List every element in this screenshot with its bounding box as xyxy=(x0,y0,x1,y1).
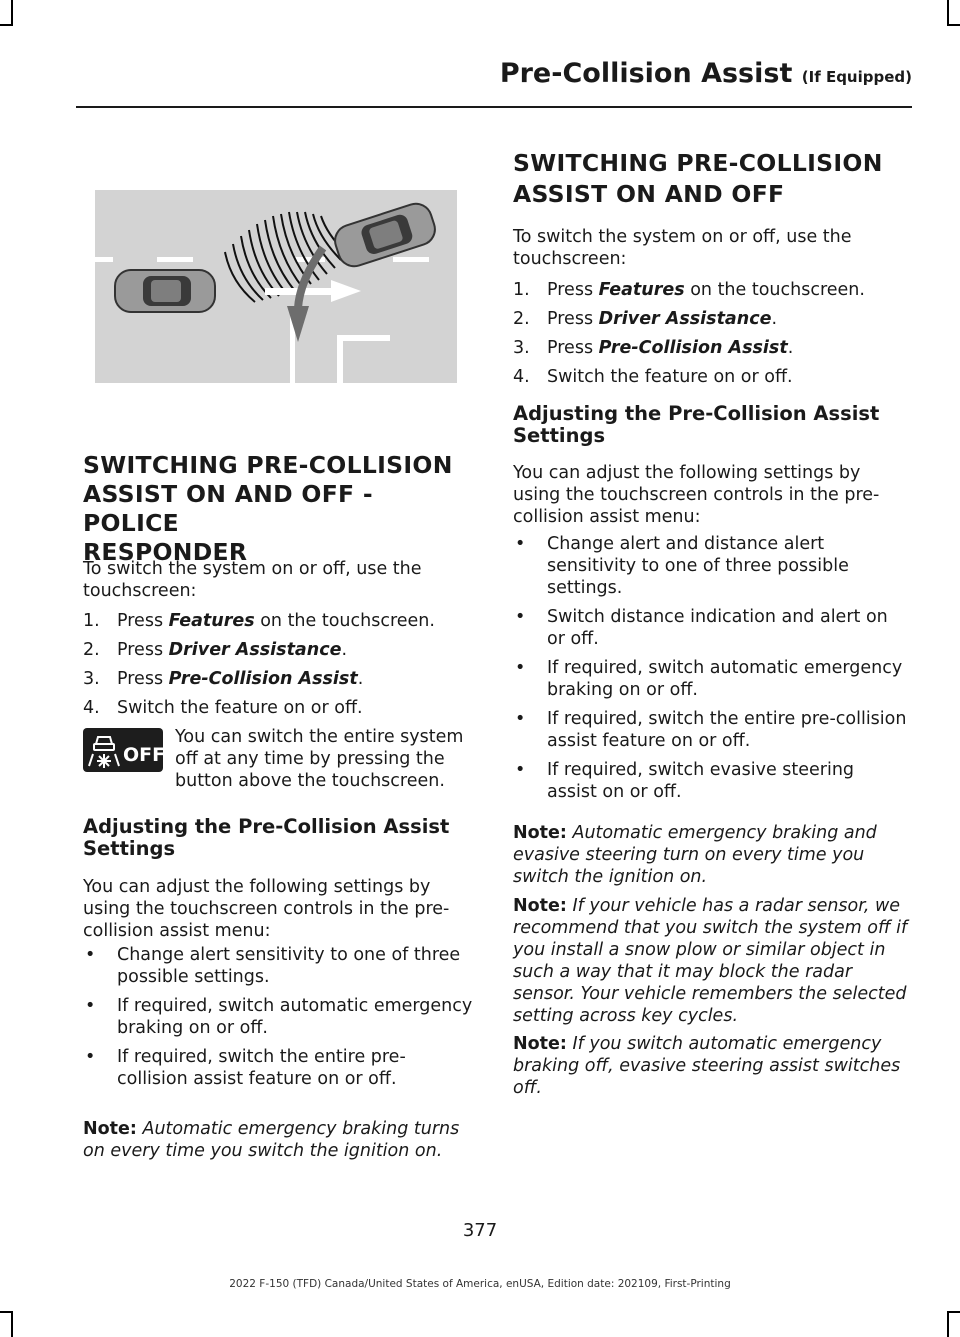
step-text: . xyxy=(357,669,364,689)
step-item xyxy=(513,279,908,301)
step-emphasis: Features xyxy=(598,280,685,300)
intro-text: To switch the system on or off, use the touchscreen: xyxy=(83,559,422,601)
list-item-text: Switch distance indication and alert on or off. xyxy=(547,607,888,649)
step-text: . xyxy=(341,640,348,660)
step-item xyxy=(83,668,475,690)
step-number: 4. xyxy=(83,698,100,718)
list-item-text: If required, switch the entire pre-collision assist feature on or off. xyxy=(547,709,907,751)
heading-line: SWITCHING PRE-COLLISION xyxy=(513,149,883,177)
page-title xyxy=(500,58,912,89)
header-divider xyxy=(76,106,912,108)
step-text: Press xyxy=(547,309,599,329)
heading-line: ASSIST ON AND OFF xyxy=(513,180,785,208)
list-item: • Change alert and distance alert sensitivity to one of three possible settings. xyxy=(515,534,849,598)
note-label: Note: xyxy=(83,1118,137,1139)
settings-intro: You can adjust the following settings by using the touchscreen controls in the pre-collision assist menu: xyxy=(513,463,880,527)
list-item: • If required, switch the entire pre-collision assist feature on or off. xyxy=(85,1047,406,1089)
intersection-diagram xyxy=(95,190,457,383)
note-text: Automatic emergency braking turns on every time you switch the ignition on. xyxy=(83,1118,460,1161)
switching-section xyxy=(513,148,908,210)
step-item xyxy=(513,337,908,359)
step-number: 3. xyxy=(83,669,100,689)
crop-mark xyxy=(947,24,960,26)
note-label: Note: xyxy=(513,895,567,916)
step-text: . xyxy=(771,309,778,329)
subheading: Adjusting the Pre-Collision Assist Settings xyxy=(83,815,450,860)
crop-mark xyxy=(947,1311,960,1313)
step-item xyxy=(513,366,908,388)
step-text: Press xyxy=(547,338,599,358)
step-item xyxy=(83,639,475,661)
note xyxy=(513,895,908,1027)
list-item: • If required, switch the entire pre-collision assist feature on or off. xyxy=(515,709,907,751)
icon-description: You can switch the entire system off at any time by pressing the button above the touchscreen. xyxy=(175,727,464,791)
step-number: 2. xyxy=(513,309,530,329)
step-emphasis: Pre-Collision Assist xyxy=(168,669,358,689)
crop-mark xyxy=(0,1311,13,1313)
step-text: Press xyxy=(117,611,169,631)
page-number: 377 xyxy=(462,1220,498,1241)
list-item: • If required, switch automatic emergency braking on or off. xyxy=(515,658,903,700)
note-label: Note: xyxy=(513,822,567,843)
note-text: Automatic emergency braking and evasive steering turn on every time you switch the ignition on. xyxy=(513,822,877,887)
step-text: . xyxy=(787,338,794,358)
step-item xyxy=(83,610,475,632)
heading-line: SWITCHING PRE-COLLISION xyxy=(83,451,453,479)
step-emphasis: Features xyxy=(168,611,255,631)
list-item-text: If required, switch automatic emergency braking on or off. xyxy=(117,996,473,1038)
step-number: 3. xyxy=(513,338,530,358)
host-car xyxy=(115,270,215,312)
list-item: • If required, switch automatic emergency braking on or off. xyxy=(85,996,473,1038)
crop-mark xyxy=(11,1311,13,1337)
list-item-text: Change alert and distance alert sensitivity to one of three possible settings. xyxy=(547,534,849,598)
step-text: on the touchscreen. xyxy=(684,280,865,300)
crop-mark xyxy=(947,0,949,26)
icon-off-label: OFF xyxy=(123,744,163,766)
step-text: Press xyxy=(117,640,169,660)
step-text: Press xyxy=(547,280,599,300)
list-item: • If required, switch evasive steering assist on or off. xyxy=(515,760,855,802)
list-item: • Switch distance indication and alert on or off. xyxy=(515,607,888,649)
police-responder-section xyxy=(83,451,475,567)
page-title-main: Pre-Collision Assist xyxy=(499,58,793,89)
list-item-text: If required, switch the entire pre-collision assist feature on or off. xyxy=(117,1047,406,1089)
step-number: 1. xyxy=(513,280,530,300)
note-label: Note: xyxy=(513,1033,567,1054)
list-item: • Change alert sensitivity to one of three possible settings. xyxy=(85,945,461,987)
note-text: If you switch automatic emergency braking off, evasive steering assist switches off. xyxy=(513,1033,901,1098)
note xyxy=(513,1033,908,1099)
step-number: 4. xyxy=(513,367,530,387)
step-text: Switch the feature on or off. xyxy=(547,367,793,387)
settings-list xyxy=(83,944,476,1090)
heading-line: ASSIST ON AND OFF - POLICE xyxy=(83,480,373,537)
step-emphasis: Driver Assistance xyxy=(168,640,342,660)
step-text: Press xyxy=(117,669,169,689)
settings-intro: You can adjust the following settings by using the touchscreen controls in the pre-collision assist menu: xyxy=(83,877,450,941)
pre-collision-illustration xyxy=(95,190,457,383)
note xyxy=(83,1118,476,1162)
step-number: 2. xyxy=(83,640,100,660)
list-item-text: If required, switch automatic emergency braking on or off. xyxy=(547,658,903,700)
subheading: Adjusting the Pre-Collision Assist Settings xyxy=(513,402,880,447)
intro-text: To switch the system on or off, use the touchscreen: xyxy=(513,227,852,269)
crop-mark xyxy=(0,24,13,26)
step-list xyxy=(83,610,475,719)
step-text: on the touchscreen. xyxy=(254,611,435,631)
crop-mark xyxy=(11,0,13,26)
crop-mark xyxy=(947,1311,949,1337)
list-item-text: If required, switch evasive steering assist on or off. xyxy=(547,760,855,802)
step-emphasis: Pre-Collision Assist xyxy=(598,338,788,358)
step-list xyxy=(513,279,908,388)
heading-line: RESPONDER xyxy=(83,538,248,566)
section-heading xyxy=(513,148,908,210)
page-title-suffix: (If Equipped) xyxy=(801,68,912,86)
settings-list xyxy=(513,533,908,803)
step-number: 1. xyxy=(83,611,100,631)
step-item xyxy=(83,697,475,719)
list-item-text: Change alert sensitivity to one of three possible settings. xyxy=(117,945,461,987)
step-text: Switch the feature on or off. xyxy=(117,698,363,718)
edition-footer: 2022 F-150 (TFD) Canada/United States of America, enUSA, Edition date: 202109, First-Printing xyxy=(229,1278,731,1290)
note-text: If your vehicle has a radar sensor, we recommend that you switch the system off if you install a snow plow or similar object in such a way that it may block the radar sensor. Your vehicle remembers the selected setting across key cycles. xyxy=(513,895,908,1026)
step-item xyxy=(513,308,908,330)
section-heading xyxy=(83,451,475,567)
step-emphasis: Driver Assistance xyxy=(598,309,772,329)
pre-collision-off-icon xyxy=(83,728,163,772)
